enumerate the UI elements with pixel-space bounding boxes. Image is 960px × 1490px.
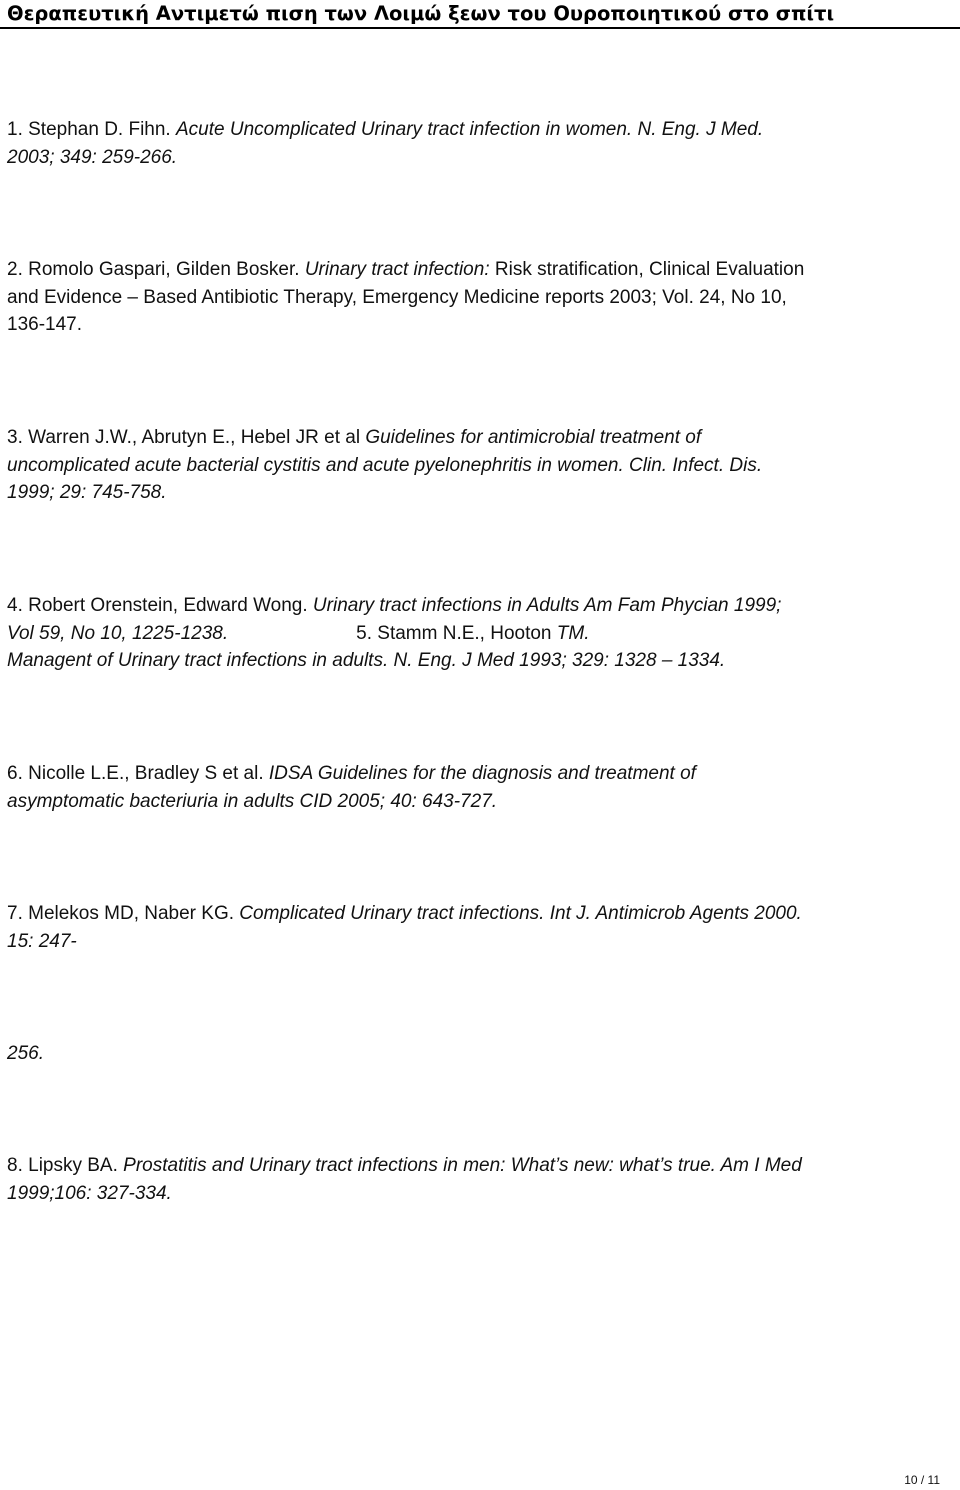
reference-item-7	[7, 900, 955, 955]
reference-2-title-cont: Risk stratification, Clinical Evaluation	[489, 259, 805, 280]
reference-item-4	[7, 592, 955, 675]
reference-item-7-continued	[7, 1040, 955, 1068]
page-number: 10 / 11	[904, 1473, 940, 1487]
reference-7-title: Complicated Urinary tract infections. Int J. Antimicrob Agents 2000.	[239, 903, 802, 924]
reference-6-authors: 6. Nicolle L.E., Bradley S et al.	[7, 763, 269, 784]
reference-7-pages-end: 256.	[7, 1043, 44, 1064]
reference-2-title: Urinary tract infection:	[304, 259, 490, 280]
header-divider	[0, 27, 960, 29]
reference-item-3	[7, 424, 955, 507]
page-header	[0, 0, 960, 30]
reference-2-line-2: and Evidence – Based Antibiotic Therapy, Emergency Medicine reports 2003; Vol. 24, No 10,	[7, 286, 787, 308]
reference-2-authors: 2. Romolo Gaspari, Gilden Bosker.	[7, 259, 305, 280]
footer-divider	[0, 1468, 960, 1469]
reference-7-authors: 7. Melekos MD, Naber KG.	[7, 903, 240, 924]
reference-5-author-initials: TM.	[556, 622, 590, 644]
reference-item-2	[7, 256, 955, 339]
reference-6-title: IDSA Guidelines for the diagnosis and treatment of	[268, 763, 696, 784]
reference-8-authors: 8. Lipsky BA.	[7, 1155, 124, 1176]
reference-4-title: Urinary tract infections in Adults Am Fam Phycian 1999;	[312, 595, 782, 616]
reference-8-citation: 1999;106: 327-334.	[7, 1182, 172, 1204]
reference-1-authors: 1. Stephan D. Fihn.	[7, 119, 176, 140]
reference-item-1	[7, 116, 955, 171]
reference-3-title: Guidelines for antimicrobial treatment of	[365, 427, 702, 448]
reference-3-citation: 1999; 29: 745-758.	[7, 482, 167, 503]
reference-4-authors: 4. Robert Orenstein, Edward Wong.	[7, 595, 313, 616]
reference-5-authors: 5. Stamm N.E., Hooton	[356, 622, 557, 644]
reference-5-title: Managent of Urinary tract infections in adults. N. Eng. J Med 1993; 329: 1328 – 1334.	[7, 650, 726, 671]
reference-item-8	[7, 1152, 955, 1207]
reference-2-pages: 136-147.	[7, 314, 83, 335]
reference-6-citation: asymptomatic bacteriuria in adults CID 2005; 40: 643-727.	[7, 790, 498, 812]
reference-1-title: Acute Uncomplicated Urinary tract infection in women. N. Eng. J Med.	[176, 119, 764, 140]
reference-8-title: Prostatitis and Urinary tract infections in men: What’s new: what’s true. Am I Med	[123, 1155, 802, 1176]
reference-3-line-2: uncomplicated acute bacterial cystitis and acute pyelonephritis in women. Clin. Infect. Dis.	[7, 454, 763, 476]
reference-item-6	[7, 760, 955, 815]
reference-7-pages-start: 15: 247-	[7, 930, 77, 952]
reference-3-authors: 3. Warren J.W., Abrutyn E., Hebel JR et al	[7, 427, 366, 448]
document-title: Θεραπευτική Αντιμετώ πιση των Λοιμώ ξεων του Ουροποιητικού στο σπίτι	[7, 2, 835, 25]
reference-4-citation: Vol 59, No 10, 1225-1238.	[7, 622, 229, 644]
reference-1-citation: 2003; 349: 259-266.	[7, 146, 178, 168]
